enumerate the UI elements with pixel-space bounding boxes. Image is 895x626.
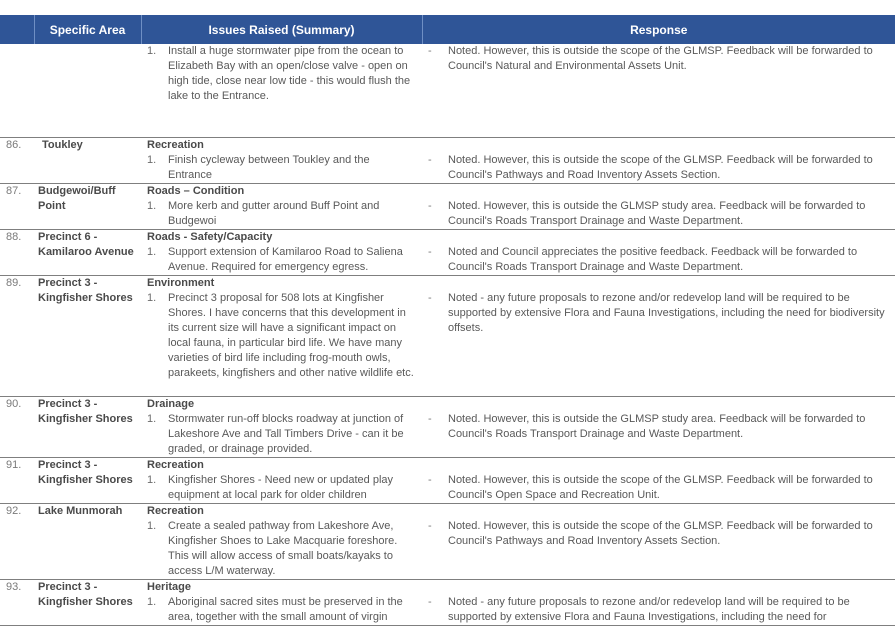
row-specific-area: Precinct 3 - Kingfisher Shores: [38, 580, 133, 608]
row-number: 90.: [6, 397, 22, 410]
response-text: Noted. However, this is outside the GLMSP study area. Feedback will be forwarded to Council's Roads Transport Drainage and Waste Department.: [448, 199, 866, 227]
issue-number: 1.: [147, 473, 157, 486]
response-text: Noted. However, this is outside the scope of the GLMSP. Feedback will be forwarded to Council's Pathways and Road Inventory Assets Section.: [448, 519, 873, 547]
issue-item: [141, 153, 422, 183]
issue-category: Recreation: [147, 458, 204, 471]
row-response-cell: [422, 229, 895, 275]
row-specific-area: Precinct 6 - Kamilaroo Avenue: [38, 230, 134, 258]
row-number: 91.: [6, 458, 22, 471]
row-number: 86.: [6, 138, 22, 151]
row-response-cell: [422, 137, 895, 183]
issue-item: [141, 44, 422, 104]
table-row: [0, 457, 895, 503]
response-item: [428, 199, 889, 229]
row-number: [0, 44, 34, 137]
issue-text: Install a huge stormwater pipe from the ocean to Elizabeth Bay with an open/close valve - open on high tide, close near low tide - this would flush the lake to the Entrance.: [168, 45, 411, 102]
response-item: [428, 412, 889, 442]
response-item: [428, 473, 889, 503]
response-bullet: -: [428, 412, 432, 425]
table-row: [0, 275, 895, 396]
row-specific-area: Lake Munmorah: [38, 504, 123, 517]
table-row: [0, 396, 895, 457]
response-text: Noted and Council appreciates the positive feedback. Feedback will be forwarded to Council's Roads Transport Drainage and Waste Department.: [448, 245, 858, 273]
row-number: 93.: [6, 580, 22, 593]
response-text: Noted. However, this is outside the scope of the GLMSP. Feedback will be forwarded to Council's Open Space and Recreation Unit.: [448, 473, 873, 501]
row-issues-cell: [141, 503, 422, 579]
response-bullet: -: [428, 595, 432, 608]
response-item: [428, 595, 889, 625]
row-response-cell: [422, 579, 895, 625]
issue-text: Support extension of Kamilaroo Road to Saliena Avenue. Required for emergency egress.: [168, 245, 403, 273]
row-number: 87.: [6, 184, 22, 197]
response-item: [428, 44, 889, 74]
issue-number: 1.: [147, 595, 157, 608]
issue-text: Precinct 3 proposal for 508 lots at Kingfisher Shores. I have concerns that this development in its current size will have a significant impact on local fauna, in particular bird life. We have many varieties of bird life including frog-mouth owls, parakeets, kingfishers and other native wildlife etc.: [168, 291, 414, 379]
issue-number: 1.: [147, 412, 157, 425]
issue-text: Create a sealed pathway from Lakeshore Ave, Kingfisher Shoes to Lake Macquarie foreshore. This will allow access of small boats/kayaks to access L/M waterway.: [168, 519, 398, 577]
feedback-table: [0, 15, 895, 626]
issue-text: Aboriginal sacred sites must be preserved in the area, together with the small amount of virgin: [168, 595, 403, 623]
row-issues-cell: [141, 457, 422, 503]
row-issues-cell: [141, 579, 422, 625]
row-issues-cell: [141, 275, 422, 396]
table-row: [0, 503, 895, 579]
row-response-cell: [422, 457, 895, 503]
document-page: [0, 15, 895, 626]
response-text: Noted. However, this is outside the GLMSP study area. Feedback will be forwarded to Council's Roads Transport Drainage and Waste Department.: [448, 412, 866, 440]
issue-item: [141, 519, 422, 579]
header-issues-raised: Issues Raised (Summary): [141, 15, 422, 44]
response-item: [428, 291, 889, 336]
issue-text: More kerb and gutter around Buff Point and Budgewoi: [168, 199, 380, 227]
issue-category: Heritage: [147, 580, 192, 593]
issue-category: Environment: [147, 276, 215, 289]
issue-text: Kingfisher Shores - Need new or updated play equipment at local park for older children: [168, 473, 394, 501]
response-item: [428, 519, 889, 549]
issue-number: 1.: [147, 519, 157, 532]
response-item: [428, 245, 889, 275]
issue-text: Finish cycleway between Toukley and the Entrance: [168, 153, 370, 181]
response-text: Noted. However, this is outside the scope of the GLMSP. Feedback will be forwarded to Council's Pathways and Road Inventory Assets Section.: [448, 153, 873, 181]
row-response-cell: [422, 44, 895, 137]
issue-item: [141, 412, 422, 457]
row-number: 92.: [6, 504, 22, 517]
row-specific-area: Budgewoi/Buff Point: [38, 184, 116, 212]
issue-category: Recreation: [147, 138, 204, 151]
row-specific-area: Toukley: [42, 138, 83, 151]
table-row: [0, 229, 895, 275]
issue-category: Recreation: [147, 504, 204, 517]
row-response-cell: [422, 503, 895, 579]
issue-item: [141, 245, 422, 275]
row-specific-area: [34, 44, 141, 137]
issue-number: 1.: [147, 45, 157, 57]
response-bullet: -: [428, 199, 432, 212]
issue-text: Stormwater run-off blocks roadway at junction of Lakeshore Ave and Tall Timbers Drive - can it be graded, or drainage provided.: [168, 412, 404, 455]
response-text: Noted - any future proposals to rezone and/or redevelop land will be required to be supported by extensive Flora and Fauna Investigations, including the need for: [448, 595, 850, 623]
table-row: [0, 137, 895, 183]
table-row: [0, 579, 895, 625]
response-bullet: -: [428, 473, 432, 486]
response-bullet: -: [428, 45, 432, 57]
header-response: Response: [422, 15, 895, 44]
header-number: [0, 15, 34, 44]
response-text: Noted. However, this is outside the scope of the GLMSP. Feedback will be forwarded to Council's Natural and Environmental Assets Unit.: [448, 45, 873, 72]
issue-item: [141, 199, 422, 229]
issue-category: Drainage: [147, 397, 195, 410]
issue-item: [141, 473, 422, 503]
row-issues-cell: [141, 44, 422, 137]
row-response-cell: [422, 183, 895, 229]
issue-item: [141, 291, 422, 381]
header-specific-area: Specific Area: [34, 15, 141, 44]
response-text: Noted - any future proposals to rezone and/or redevelop land will be required to be supported by extensive Flora and Fauna Investigations, including the need for biodiversity offsets.: [448, 291, 885, 334]
table-row: [0, 183, 895, 229]
row-specific-area: Precinct 3 - Kingfisher Shores: [38, 276, 133, 304]
row-issues-cell: [141, 229, 422, 275]
issue-number: 1.: [147, 245, 157, 258]
row-response-cell: [422, 275, 895, 396]
table-row: [0, 44, 895, 137]
row-specific-area: Precinct 3 - Kingfisher Shores: [38, 458, 133, 486]
row-specific-area: Precinct 3 - Kingfisher Shores: [38, 397, 133, 425]
response-item: [428, 153, 889, 183]
issue-number: 1.: [147, 153, 157, 166]
issue-number: 1.: [147, 199, 157, 212]
response-bullet: -: [428, 519, 432, 532]
row-number: 89.: [6, 276, 22, 289]
row-number: 88.: [6, 230, 22, 243]
response-bullet: -: [428, 153, 432, 166]
response-bullet: -: [428, 291, 432, 304]
issue-number: 1.: [147, 291, 157, 304]
row-issues-cell: [141, 396, 422, 457]
response-bullet: -: [428, 245, 432, 258]
table-header-row: [0, 15, 895, 44]
row-response-cell: [422, 396, 895, 457]
row-issues-cell: [141, 183, 422, 229]
issue-category: Roads – Condition: [147, 184, 245, 197]
issue-category: Roads - Safety/Capacity: [147, 230, 273, 243]
row-issues-cell: [141, 137, 422, 183]
issue-item: [141, 595, 422, 625]
